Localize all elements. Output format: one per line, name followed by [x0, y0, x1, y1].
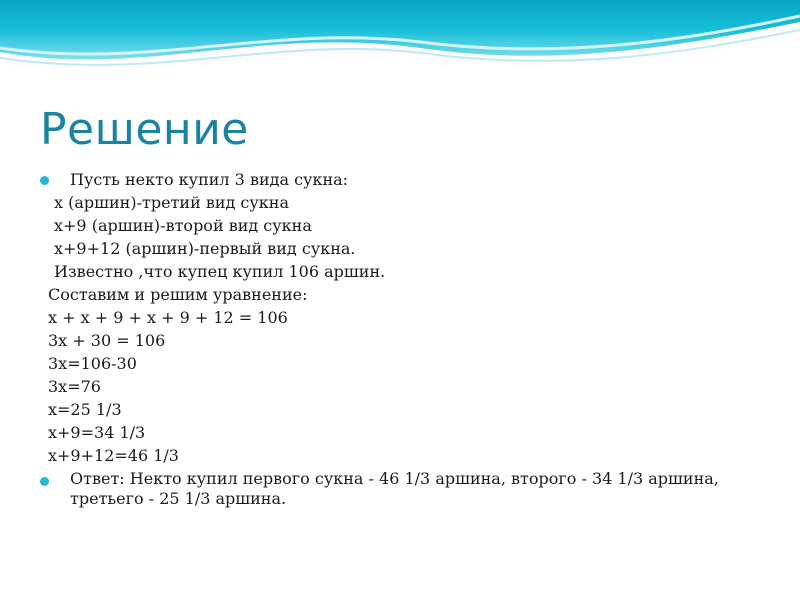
body-line: х (аршин)-третий вид сукна	[54, 193, 289, 212]
body-line: Составим и решим уравнение:	[48, 285, 308, 304]
body-line: х+9+12 (аршин)-первый вид сукна.	[54, 239, 356, 258]
slide-body	[40, 168, 780, 509]
body-line: Пусть некто купил 3 вида сукна:	[70, 170, 349, 189]
circle-bullet-icon	[40, 477, 49, 486]
body-line: Известно ,что купец купил 106 аршин.	[54, 262, 386, 281]
equation-line: х+9+12=46 1/3	[48, 446, 179, 465]
bullet-line	[40, 168, 780, 191]
slide-title: Решение	[40, 104, 249, 155]
answer-text: Ответ: Некто купил первого сукна - 46 1/3 аршина, второго - 34 1/3 аршина, третьего - 25 1/3 аршина.	[70, 469, 719, 508]
equation-line: х+9=34 1/3	[48, 423, 146, 442]
equation-line: х=25 1/3	[48, 400, 122, 419]
equation-line: 3х + 30 = 106	[48, 331, 166, 350]
header-wave-decoration	[0, 0, 800, 90]
equation-line: х + х + 9 + х + 9 + 12 = 106	[48, 308, 288, 327]
equation-line: 3х=76	[48, 377, 101, 396]
body-line: х+9 (аршин)-второй вид сукна	[54, 216, 312, 235]
answer-bullet	[40, 469, 780, 509]
circle-bullet-icon	[40, 176, 49, 185]
equation-line: 3х=106-30	[48, 354, 137, 373]
